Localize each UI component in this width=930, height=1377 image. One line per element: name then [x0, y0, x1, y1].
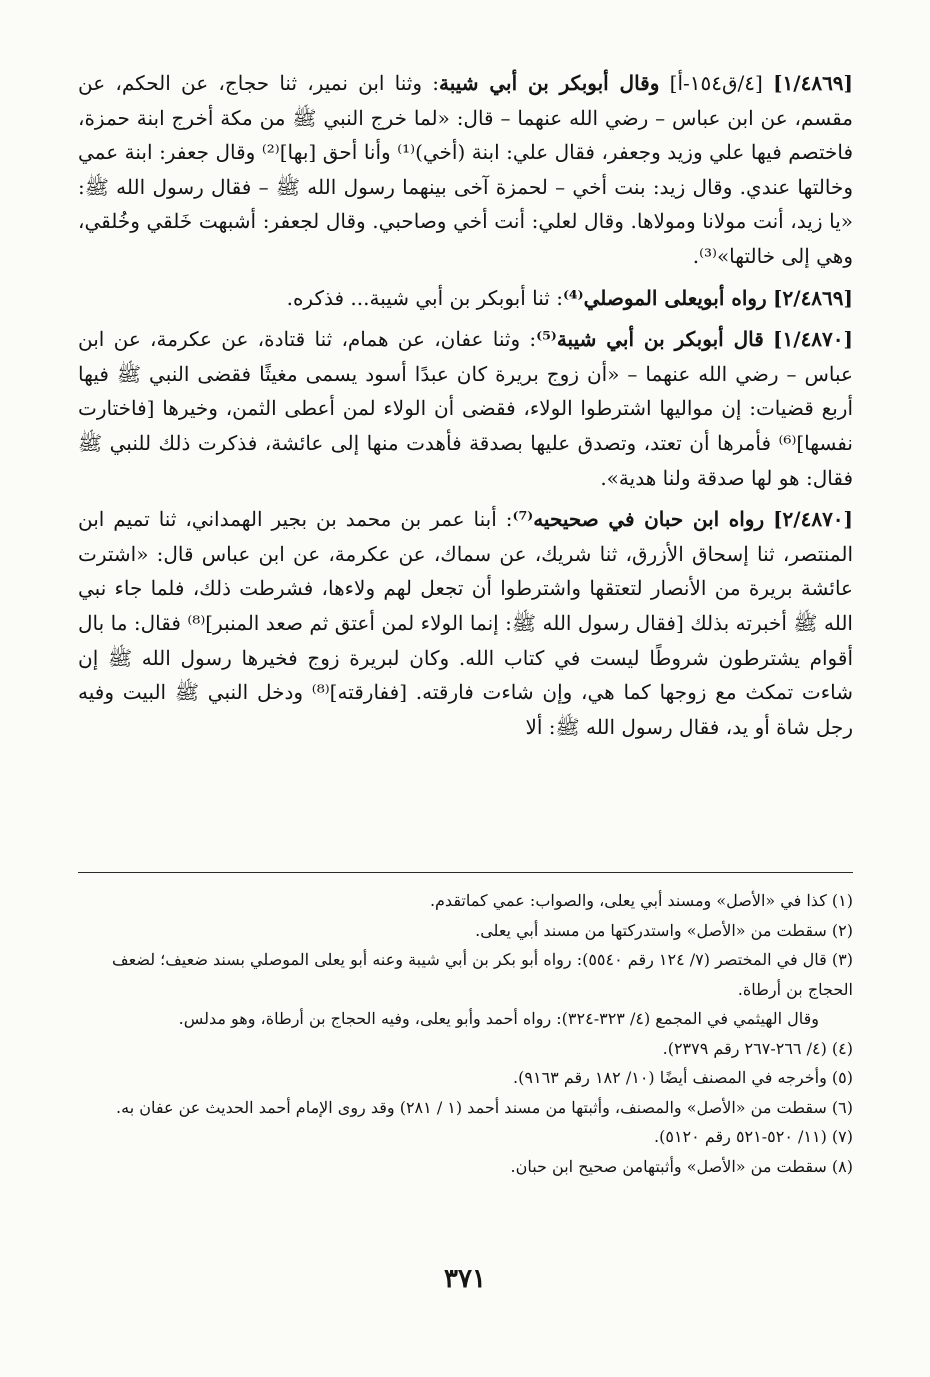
main-text: [78, 66, 853, 751]
footnote-5: (٥) وأخرجه في المصنف أيضًا (١٠/ ١٨٢ رقم ٩١٦٣).: [513, 1068, 853, 1087]
footnote-4: (٤) (٤/ ٢٦٦-٢٦٧ رقم ٢٣٧٩).: [662, 1038, 853, 1058]
manuscript-tag: [٤/ق١٥٤-أ]: [669, 71, 763, 95]
footnote-2: (٢) سقطت من «الأصل» واستدركتها من مسند أبي يعلى.: [475, 920, 853, 940]
entry-text: : وثنا عفان، عن همام، ثنا قتادة، عن عكرمة، عن ابن عباس – رضي الله عنهما – «أن زوج بريرة كان عبدًا أسود يسمى مغيثًا فقضى النبي ﷺ فيها أربع قضيات: إن مواليها اشترطوا الولاء، فقضى أن الولاء لمن أعطى الثمن، وخيرها [فاختارت نفسها]⁽⁶⁾ فأمرها أن تعتد، وتصدق عليها بصدقة فأهدت منها إلى عائشة، فذكرت ذلك للنبي ﷺ فقال: هو لها صدقة ولنا هدية».: [78, 327, 853, 490]
footnote-1: (١) كذا في «الأصل» ومسند أبي يعلى، والصواب: عمي كماتقدم.: [429, 891, 853, 910]
entry-reference: [١/٤٨٦٩]: [773, 71, 854, 95]
footnote-7: (٧) (١١/ ٥٢٠-٥٢١ رقم ٥١٢٠).: [654, 1127, 853, 1146]
page-number: ٣٧١: [444, 1264, 486, 1294]
entry-text: : ثنا أبوبكر بن أبي شيبة... فذكره.: [286, 285, 563, 310]
hadith-entry-4869-1: [78, 66, 853, 274]
entry-lead: وقال أبوبكر بن أبي شيبة: [439, 71, 660, 95]
hadith-entry-4870-1: [78, 322, 853, 495]
entry-reference: [١/٤٨٧٠]: [773, 327, 853, 352]
entry-text: : وثنا ابن نمير، ثنا حجاج، عن الحكم، عن مقسم، عن ابن عباس – رضي الله عنهما – قال: «لما خرج النبي ﷺ من مكة أخرج ابنة حمزة، فاختصم فيها علي وزيد وجعفر، فقال علي: ابنة (أخي)⁽¹⁾ وأنا أحق [بها]⁽²⁾ وقال جعفر: ابنة عمي وخالتها عندي. وقال زيد: بنت أخي – لحمزة آخى بينهما رسول الله ﷺ – فقال رسول الله ﷺ: «يا زيد، أنت مولانا ومولاها. وقال لعلي: أنت أخي وصاحبي. وقال لجعفر: أشبهت خَلقي وخُلقي، وهي إلى خالتها»⁽³⁾.: [78, 71, 854, 268]
entry-reference: [٢/٤٨٦٩]: [773, 285, 853, 310]
footnotes: [78, 886, 853, 1181]
entry-reference: [٢/٤٨٧٠]: [773, 507, 854, 532]
entry-text: : أبنا عمر بن محمد بن بجير الهمداني، ثنا تميم ابن المنتصر، ثنا إسحاق الأزرق، ثنا شريك، عن سماك، عن عكرمة، عن ابن عباس قال: «اشترت عائشة بريرة من الأنصار لتعتقها واشترطوا أن تجعل لهم ولاءها، فشرطت ذلك، فلما جاء نبي الله ﷺ أخبرته بذلك [فقال رسول الله ﷺ: إنما الولاء لمن أعتق ثم صعد المنبر]⁽⁸⁾ فقال: ما بال أقوام يشترطون شروطًا ليست في كتاب الله. وكان لبريرة زوج فخيرها رسول الله ﷺ إن شاءت تمكث مع زوجها كما هي، وإن شاءت فارقته. [ففارقته]⁽⁸⁾ ودخل النبي ﷺ البيت وفيه رجل شاة أو يد، فقال رسول الله ﷺ: ألا: [78, 507, 853, 739]
footnote-divider: [78, 872, 853, 873]
entry-lead: قال أبوبكر بن أبي شيبة⁽⁵⁾: [536, 327, 764, 352]
hadith-entry-4869-2: [78, 281, 853, 316]
entry-lead: رواه ابن حبان في صحيحيه⁽⁷⁾: [512, 507, 765, 532]
footnote-6: (٦) سقطت من «الأصل» والمصنف، وأثبتها من مسند أحمد (١ / ٢٨١) وقد روى الإمام أحمد الحديث عن عفان به.: [116, 1097, 853, 1117]
footnote-3: (٣) قال في المختصر (٧/ ١٢٤ رقم ٥٥٤٠): رواه أبو بكر بن أبي شيبة وعنه أبو يعلى الموصلي بسند ضعيف؛ لضعف الحجاج بن أرطاة.: [112, 950, 853, 999]
entry-lead: رواه أبويعلى الموصلي⁽⁴⁾: [562, 285, 767, 310]
footnote-3-continuation: وقال الهيثمي في المجمع (٤/ ٣٢٣-٣٢٤): رواه أحمد وأبو يعلى، وفيه الحجاج بن أرطاة، وهو مدلس.: [178, 1009, 819, 1028]
footnote-8: (٨) سقطت من «الأصل» وأثبتهامن صحيح ابن حبان.: [510, 1156, 853, 1176]
hadith-entry-4870-2: [78, 502, 853, 744]
